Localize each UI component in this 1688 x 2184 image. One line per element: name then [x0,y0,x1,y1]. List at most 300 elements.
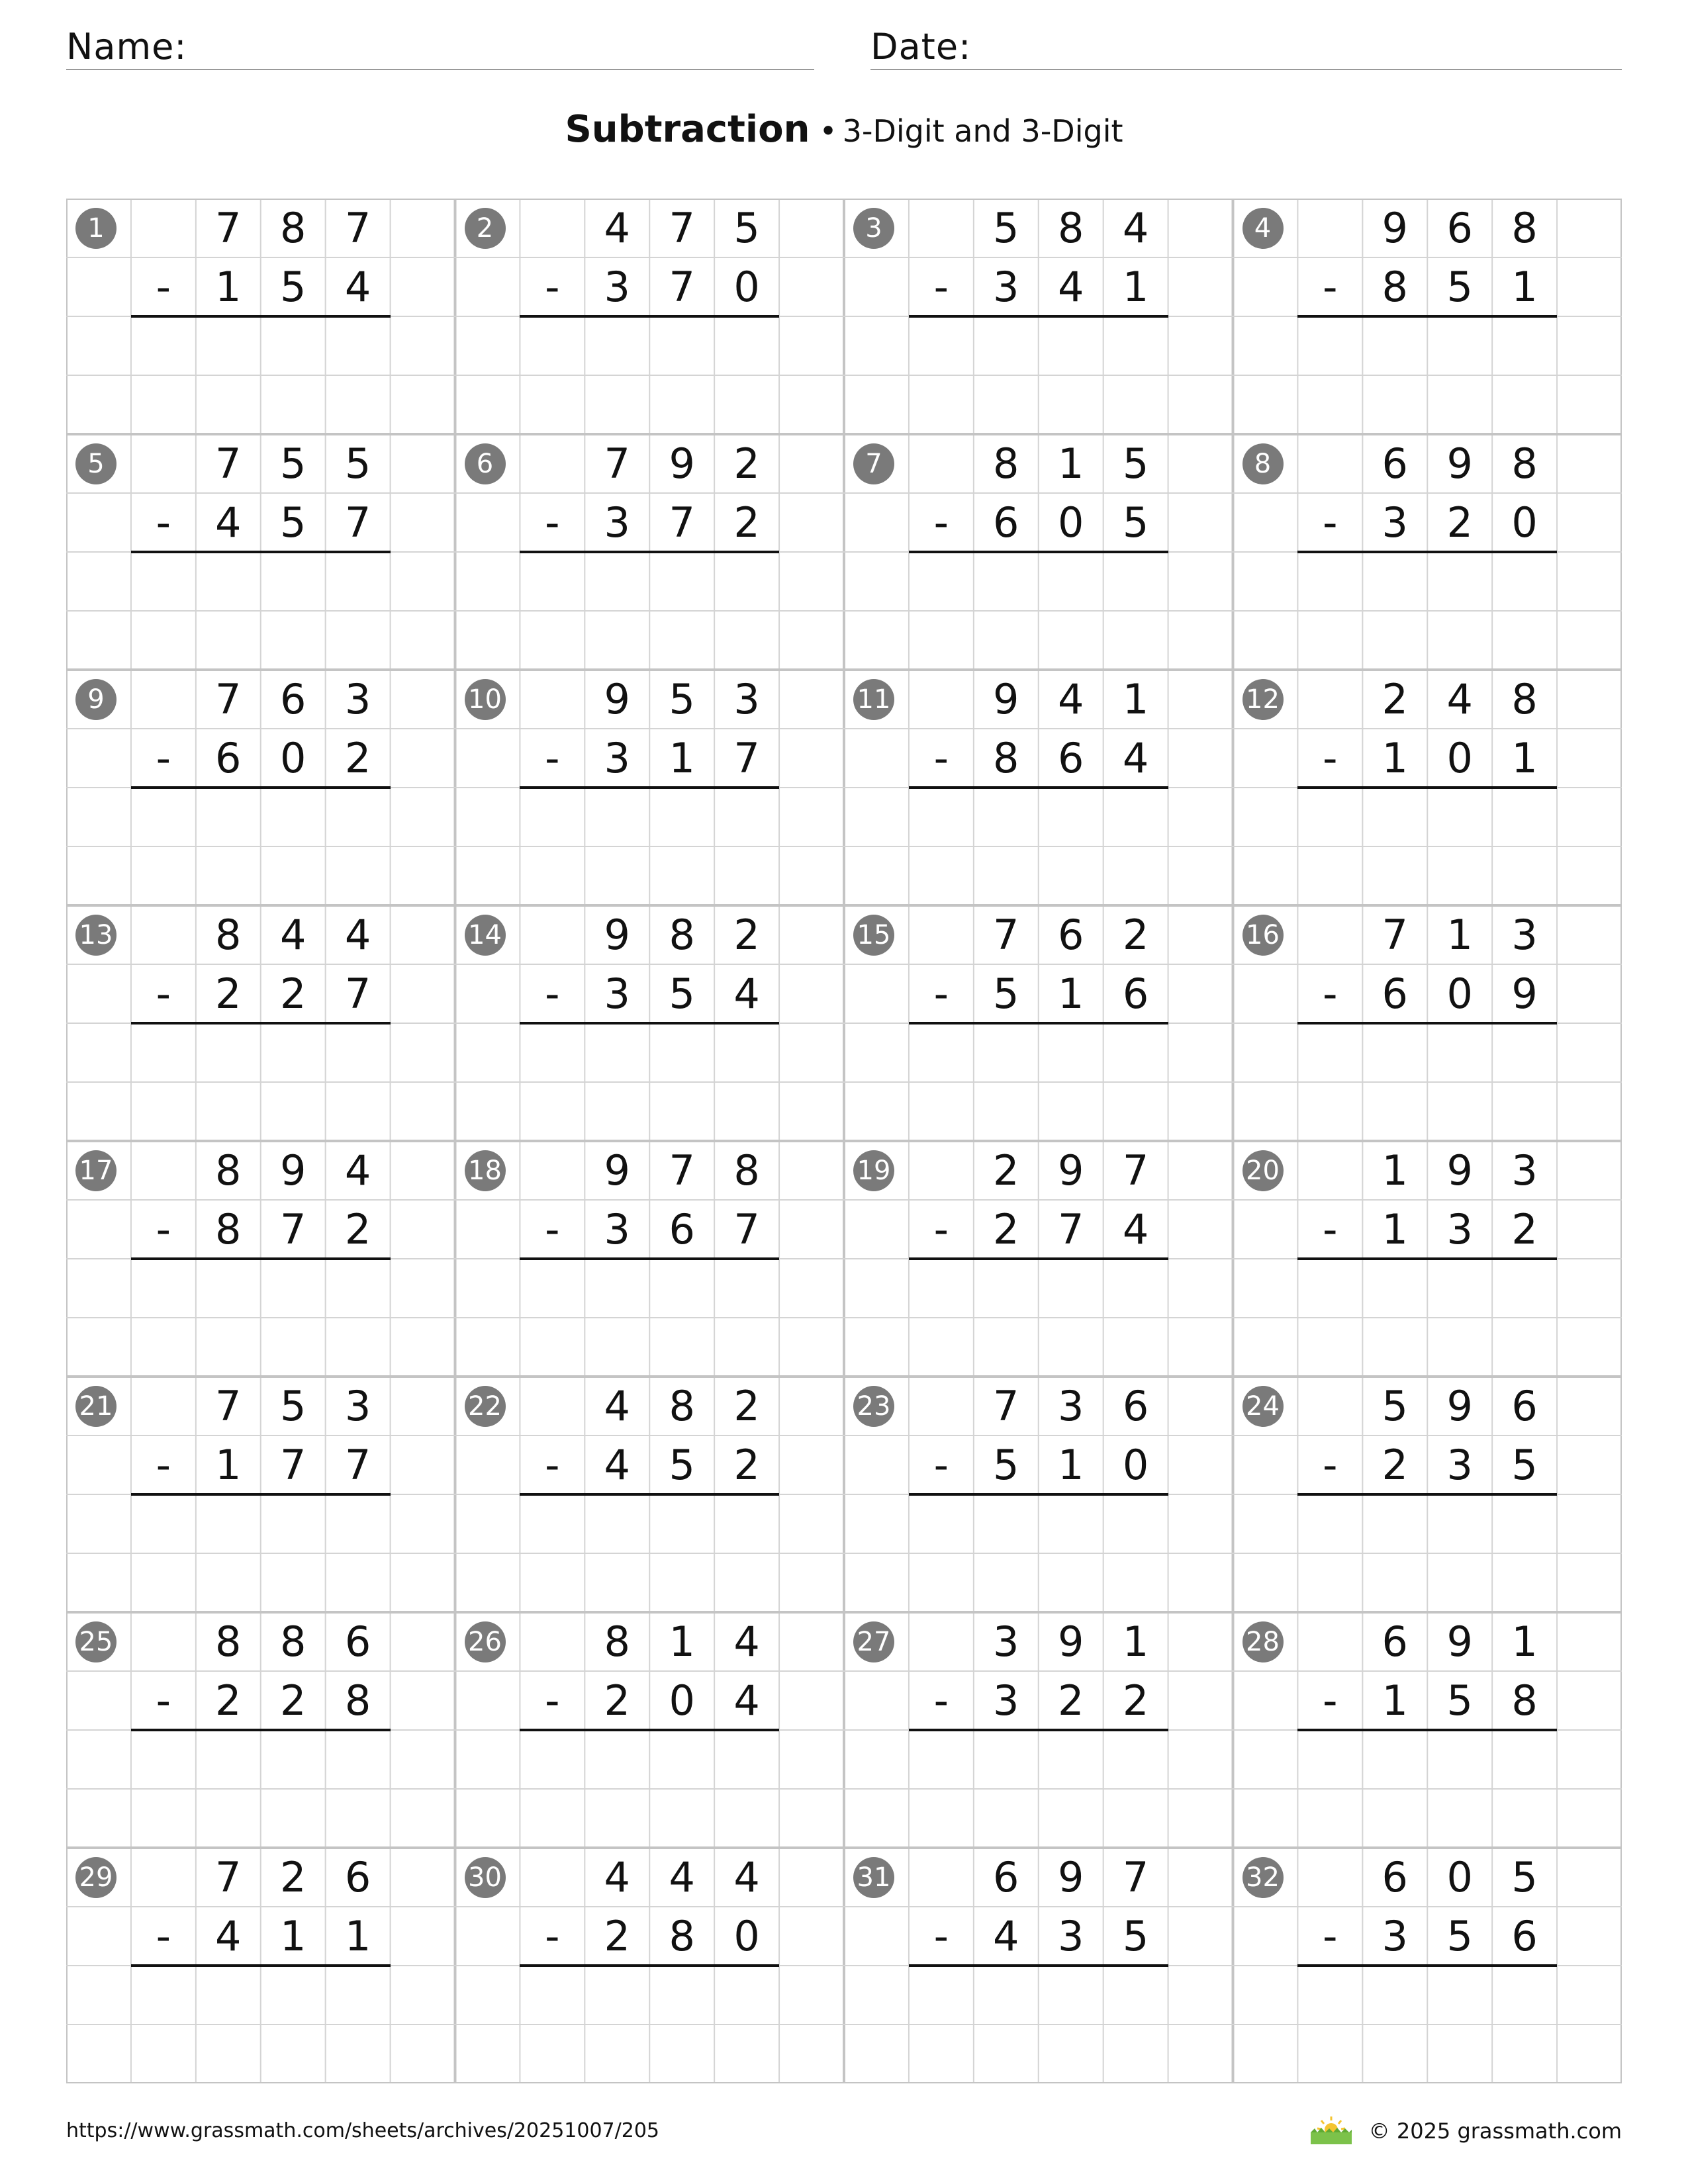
problem-28 [1233,1612,1622,1848]
subtrahend-digit: 5 [279,263,306,311]
minus-sign: - [545,1205,560,1253]
subtrahend-digit: 3 [604,263,630,311]
subtrahend-digit: 2 [215,1676,242,1725]
subtrahend-digit: 6 [1122,970,1149,1018]
problem-14 [455,905,845,1141]
subtrahend-digit: 6 [215,734,242,782]
subtrahend-digit: 4 [215,498,242,547]
answer-line [909,1729,1168,1731]
minus-sign: - [933,1676,949,1725]
minuend-digit: 6 [1382,439,1408,488]
subtrahend-digit: 2 [1446,498,1473,547]
minuend-digit: 8 [1511,439,1538,488]
problem-number-badge: 32 [1243,1857,1284,1898]
minuend-digit: 3 [344,1382,371,1430]
minuend-digit: 9 [279,1146,306,1195]
answer-line [909,551,1168,553]
problem-9 [66,670,455,905]
subtrahend-digit: 7 [344,1441,371,1489]
minuend-digit: 9 [1057,1146,1084,1195]
minus-sign: - [156,263,171,311]
date-label: Date: [870,26,972,68]
subtrahend-digit: 5 [1446,1676,1473,1725]
minus-sign: - [156,1205,171,1253]
subtrahend-digit: 7 [279,1441,306,1489]
problem-7 [844,434,1233,670]
minus-sign: - [933,1441,949,1489]
subtrahend-digit: 4 [1122,734,1149,782]
minus-sign: - [1323,263,1338,311]
minuend-digit: 1 [1511,1617,1538,1666]
minuend-digit: 4 [733,1617,760,1666]
minuend-digit: 5 [1511,1853,1538,1901]
minuend-digit: 4 [279,911,306,959]
subtrahend-digit: 3 [1057,1912,1084,1960]
minuend-digit: 8 [1057,204,1084,252]
minuend-digit: 7 [604,439,630,488]
answer-line [520,1022,779,1024]
minuend-digit: 8 [215,1617,242,1666]
problem-5 [66,434,455,670]
answer-line [520,1964,779,1967]
subtrahend-digit: 5 [669,970,695,1018]
problem-11 [844,670,1233,905]
subtrahend-digit: 4 [993,1912,1019,1960]
minuend-digit: 4 [604,1382,630,1430]
minuend-digit: 4 [669,1853,695,1901]
subtrahend-digit: 3 [1382,498,1408,547]
problem-number-badge: 28 [1243,1621,1284,1662]
problem-number-badge: 11 [853,679,894,720]
problem-30 [455,1848,845,2083]
subtrahend-digit: 6 [993,498,1019,547]
problem-number-badge: 4 [1243,208,1284,249]
answer-line [1297,1257,1557,1260]
minuend-digit: 9 [1057,1853,1084,1901]
problem-2 [455,199,845,434]
answer-line [520,551,779,553]
minuend-digit: 8 [604,1617,630,1666]
subtrahend-digit: 0 [669,1676,695,1725]
problem-number-badge: 9 [75,679,117,720]
minus-sign: - [933,1205,949,1253]
minuend-digit: 1 [669,1617,695,1666]
problem-19 [844,1141,1233,1377]
minuend-digit: 3 [993,1617,1019,1666]
problem-16 [1233,905,1622,1141]
problem-number-badge: 20 [1243,1150,1284,1191]
problem-12 [1233,670,1622,905]
answer-line [909,315,1168,318]
minuend-digit: 4 [1057,675,1084,723]
subtrahend-digit: 7 [733,734,760,782]
problem-27 [844,1612,1233,1848]
problem-4 [1233,199,1622,434]
minuend-digit: 8 [733,1146,760,1195]
name-label: Name: [66,26,187,68]
minuend-digit: 6 [1382,1617,1408,1666]
subtrahend-digit: 0 [733,263,760,311]
subtrahend-digit: 8 [1511,1676,1538,1725]
problem-3 [844,199,1233,434]
minuend-digit: 2 [279,1853,306,1901]
subtrahend-digit: 2 [344,1205,371,1253]
answer-line [909,1022,1168,1024]
minuend-digit: 9 [669,439,695,488]
answer-line [131,315,391,318]
answer-line [131,786,391,789]
minuend-digit: 6 [344,1617,371,1666]
subtrahend-digit: 3 [1446,1205,1473,1253]
minuend-digit: 3 [1057,1382,1084,1430]
minus-sign: - [156,1912,171,1960]
subtrahend-digit: 2 [733,1441,760,1489]
minus-sign: - [156,970,171,1018]
problem-23 [844,1377,1233,1612]
problem-number-badge: 29 [75,1857,117,1898]
problem-number-badge: 7 [853,443,894,484]
subtrahend-digit: 3 [604,734,630,782]
minuend-digit: 8 [279,204,306,252]
subtrahend-digit: 6 [1382,970,1408,1018]
subtrahend-digit: 1 [1382,1205,1408,1253]
minus-sign: - [545,498,560,547]
subtrahend-digit: 2 [344,734,371,782]
minuend-digit: 9 [1446,439,1473,488]
answer-line [1297,1964,1557,1967]
problem-21 [66,1377,455,1612]
problem-17 [66,1141,455,1377]
minuend-digit: 8 [669,1382,695,1430]
answer-line [909,1493,1168,1496]
subtrahend-digit: 2 [279,1676,306,1725]
minuend-digit: 5 [344,439,371,488]
minuend-digit: 4 [344,1146,371,1195]
subtrahend-digit: 1 [1382,734,1408,782]
subtrahend-digit: 2 [604,1912,630,1960]
subtrahend-digit: 6 [669,1205,695,1253]
subtrahend-digit: 5 [993,1441,1019,1489]
minuend-digit: 9 [604,911,630,959]
minuend-digit: 8 [993,439,1019,488]
subtrahend-digit: 7 [344,970,371,1018]
subtrahend-digit: 8 [1382,263,1408,311]
problem-grid [66,199,1622,2083]
subtrahend-digit: 1 [215,263,242,311]
minuend-digit: 8 [1511,204,1538,252]
subtrahend-digit: 8 [215,1205,242,1253]
minus-sign: - [156,498,171,547]
minuend-digit: 7 [215,204,242,252]
minus-sign: - [156,1676,171,1725]
minuend-digit: 6 [344,1853,371,1901]
minuend-digit: 7 [215,1382,242,1430]
subtrahend-digit: 7 [1057,1205,1084,1253]
minuend-digit: 2 [733,1382,760,1430]
minuend-digit: 4 [1446,675,1473,723]
problem-number-badge: 31 [853,1857,894,1898]
subtrahend-digit: 8 [669,1912,695,1960]
problem-number-badge: 26 [465,1621,506,1662]
minuend-digit: 1 [1122,675,1149,723]
answer-line [909,786,1168,789]
minuend-digit: 4 [344,911,371,959]
minus-sign: - [156,734,171,782]
minuend-digit: 9 [993,675,1019,723]
minus-sign: - [1323,1205,1338,1253]
problem-number-badge: 21 [75,1386,117,1427]
problem-25 [66,1612,455,1848]
subtrahend-digit: 0 [1446,970,1473,1018]
minuend-digit: 4 [733,1853,760,1901]
minuend-digit: 4 [1122,204,1149,252]
problem-number-badge: 1 [75,208,117,249]
answer-line [131,1964,391,1967]
subtrahend-digit: 8 [344,1676,371,1725]
problem-number-badge: 23 [853,1386,894,1427]
answer-line [131,1257,391,1260]
minuend-digit: 8 [1511,675,1538,723]
worksheet-title [0,106,1688,155]
minuend-digit: 7 [344,204,371,252]
minus-sign: - [545,1912,560,1960]
minus-sign: - [545,1676,560,1725]
problem-number-badge: 8 [1243,443,1284,484]
problem-10 [455,670,845,905]
minuend-digit: 5 [993,204,1019,252]
minuend-digit: 7 [669,204,695,252]
minus-sign: - [933,734,949,782]
problem-20 [1233,1141,1622,1377]
minuend-digit: 7 [1122,1146,1149,1195]
subtrahend-digit: 7 [733,1205,760,1253]
subtrahend-digit: 3 [604,1205,630,1253]
subtrahend-digit: 2 [1057,1676,1084,1725]
subtrahend-digit: 1 [1382,1676,1408,1725]
subtrahend-digit: 1 [1057,970,1084,1018]
minuend-digit: 9 [1446,1382,1473,1430]
minuend-digit: 6 [1122,1382,1149,1430]
answer-line [131,1729,391,1731]
answer-line [909,1964,1168,1967]
minuend-digit: 6 [993,1853,1019,1901]
answer-line [1297,786,1557,789]
problem-29 [66,1848,455,2083]
minuend-digit: 7 [1122,1853,1149,1901]
minuend-digit: 7 [993,911,1019,959]
minus-sign: - [1323,1676,1338,1725]
minuend-digit: 1 [1382,1146,1408,1195]
subtrahend-digit: 1 [669,734,695,782]
minuend-digit: 6 [1382,1853,1408,1901]
subtrahend-digit: 2 [1382,1441,1408,1489]
problem-number-badge: 18 [465,1150,506,1191]
footer-copyright: © 2025 grassmath.com [1368,2118,1622,2144]
subtrahend-digit: 2 [215,970,242,1018]
minus-sign: - [545,970,560,1018]
minus-sign: - [933,263,949,311]
problem-31 [844,1848,1233,2083]
minuend-digit: 4 [604,1853,630,1901]
problem-number-badge: 19 [853,1150,894,1191]
minuend-digit: 7 [215,439,242,488]
subtrahend-digit: 0 [279,734,306,782]
problem-32 [1233,1848,1622,2083]
problem-15 [844,905,1233,1141]
problem-13 [66,905,455,1141]
subtrahend-digit: 1 [1511,263,1538,311]
name-field[interactable] [66,25,814,70]
minuend-digit: 5 [669,675,695,723]
problem-number-badge: 3 [853,208,894,249]
subtrahend-digit: 1 [279,1912,306,1960]
minuend-digit: 9 [1057,1617,1084,1666]
subtrahend-digit: 8 [993,734,1019,782]
subtrahend-digit: 2 [1511,1205,1538,1253]
subtrahend-digit: 6 [1511,1912,1538,1960]
subtrahend-digit: 5 [1122,498,1149,547]
minuend-digit: 7 [993,1382,1019,1430]
minuend-digit: 9 [1446,1617,1473,1666]
problem-18 [455,1141,845,1377]
minuend-digit: 2 [733,911,760,959]
subtrahend-digit: 2 [279,970,306,1018]
minus-sign: - [1323,498,1338,547]
minuend-digit: 3 [344,675,371,723]
subtrahend-digit: 0 [1446,734,1473,782]
subtrahend-digit: 1 [1122,263,1149,311]
subtrahend-digit: 4 [215,1912,242,1960]
minus-sign: - [1323,970,1338,1018]
problem-number-badge: 22 [465,1386,506,1427]
subtrahend-digit: 1 [344,1912,371,1960]
minus-sign: - [933,1912,949,1960]
title-subtitle: 3-Digit and 3-Digit [842,113,1123,149]
subtrahend-digit: 1 [215,1441,242,1489]
minuend-digit: 3 [1511,911,1538,959]
answer-line [520,315,779,318]
answer-line [520,786,779,789]
minuend-digit: 7 [1382,911,1408,959]
problem-24 [1233,1377,1622,1612]
subtrahend-digit: 6 [1057,734,1084,782]
minuend-digit: 3 [733,675,760,723]
minus-sign: - [1323,1441,1338,1489]
answer-line [1297,1493,1557,1496]
minuend-digit: 6 [1057,911,1084,959]
minuend-digit: 7 [215,675,242,723]
subtrahend-digit: 3 [1382,1912,1408,1960]
footer-url: https://www.grassmath.com/sheets/archives/20251007/205 [66,2119,660,2142]
minuend-digit: 2 [733,439,760,488]
answer-line [520,1257,779,1260]
minuend-digit: 5 [279,1382,306,1430]
subtrahend-digit: 3 [604,970,630,1018]
minuend-digit: 5 [1122,439,1149,488]
subtrahend-digit: 4 [344,263,371,311]
grass-sun-logo-icon [1308,2114,1354,2148]
problem-number-badge: 14 [465,915,506,956]
subtrahend-digit: 5 [279,498,306,547]
subtrahend-digit: 0 [1057,498,1084,547]
minuend-digit: 3 [1511,1146,1538,1195]
subtrahend-digit: 5 [1511,1441,1538,1489]
minuend-digit: 8 [669,911,695,959]
subtrahend-digit: 4 [1057,263,1084,311]
problem-number-badge: 25 [75,1621,117,1662]
subtrahend-digit: 3 [993,263,1019,311]
minuend-digit: 0 [1446,1853,1473,1901]
answer-line [131,1493,391,1496]
subtrahend-digit: 5 [1446,1912,1473,1960]
subtrahend-digit: 2 [1122,1676,1149,1725]
minuend-digit: 5 [279,439,306,488]
subtrahend-digit: 7 [669,263,695,311]
subtrahend-digit: 2 [733,498,760,547]
minuend-digit: 7 [215,1853,242,1901]
subtrahend-digit: 7 [344,498,371,547]
minus-sign: - [156,1441,171,1489]
subtrahend-digit: 7 [669,498,695,547]
minuend-digit: 8 [215,911,242,959]
problem-26 [455,1612,845,1848]
problem-number-badge: 2 [465,208,506,249]
minuend-digit: 2 [1122,911,1149,959]
title-separator: • [819,113,837,149]
minuend-digit: 6 [1511,1382,1538,1430]
minuend-digit: 5 [733,204,760,252]
minuend-digit: 5 [1382,1382,1408,1430]
subtrahend-digit: 7 [279,1205,306,1253]
minuend-digit: 6 [1446,204,1473,252]
problem-8 [1233,434,1622,670]
subtrahend-digit: 5 [669,1441,695,1489]
minuend-digit: 9 [1382,204,1408,252]
subtrahend-digit: 5 [1122,1912,1149,1960]
subtrahend-digit: 3 [1446,1441,1473,1489]
minuend-digit: 9 [1446,1146,1473,1195]
footer-brand [1308,2115,1622,2147]
subtrahend-digit: 3 [993,1676,1019,1725]
minuend-digit: 2 [1382,675,1408,723]
minuend-digit: 1 [1057,439,1084,488]
minuend-digit: 7 [669,1146,695,1195]
subtrahend-digit: 9 [1511,970,1538,1018]
date-field[interactable] [870,25,1622,70]
problem-1 [66,199,455,434]
answer-line [1297,1022,1557,1024]
problem-number-badge: 15 [853,915,894,956]
title-main: Subtraction [565,108,810,151]
problem-number-badge: 24 [1243,1386,1284,1427]
answer-line [520,1493,779,1496]
subtrahend-digit: 0 [1122,1441,1149,1489]
minus-sign: - [545,1441,560,1489]
problem-number-badge: 17 [75,1150,117,1191]
answer-line [131,551,391,553]
answer-line [1297,315,1557,318]
problem-number-badge: 5 [75,443,117,484]
subtrahend-digit: 2 [604,1676,630,1725]
problem-6 [455,434,845,670]
subtrahend-digit: 4 [1122,1205,1149,1253]
subtrahend-digit: 4 [604,1441,630,1489]
minuend-digit: 9 [604,1146,630,1195]
answer-line [131,1022,391,1024]
subtrahend-digit: 2 [993,1205,1019,1253]
answer-line [1297,1729,1557,1731]
minuend-digit: 9 [604,675,630,723]
